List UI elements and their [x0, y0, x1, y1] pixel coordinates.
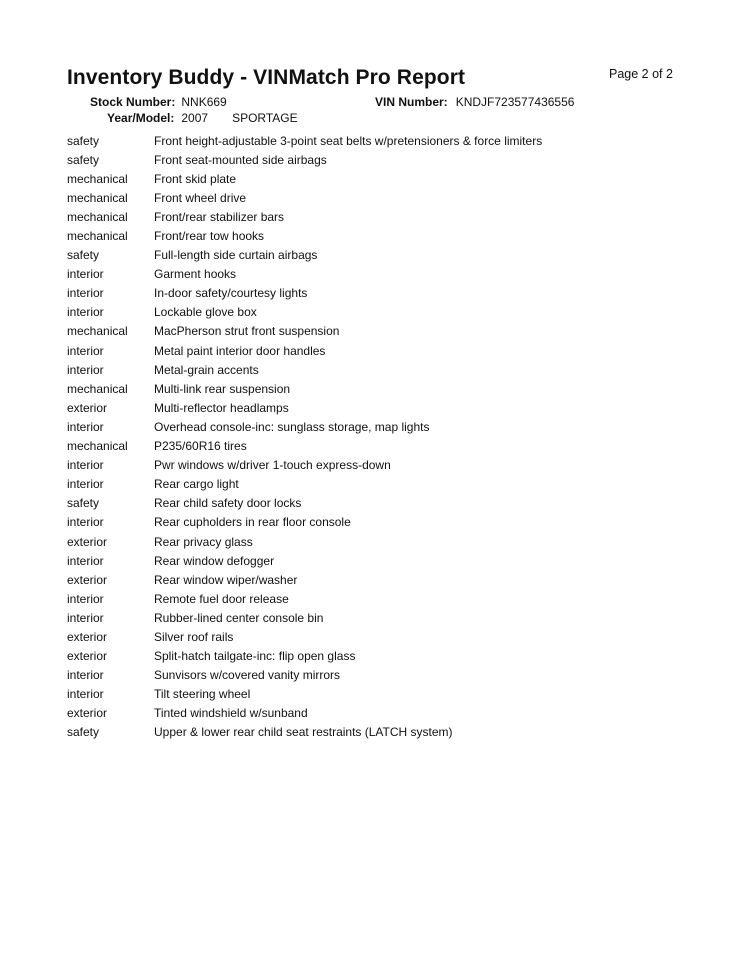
feature-description: Pwr windows w/driver 1-touch express-down: [154, 458, 391, 473]
feature-category: interior: [67, 610, 104, 625]
feature-category: interior: [67, 687, 104, 702]
feature-description: Front wheel drive: [154, 190, 247, 205]
feature-category: interior: [67, 515, 104, 530]
feature-category: interior: [67, 286, 104, 301]
feature-category: safety: [67, 133, 100, 148]
feature-category: interior: [67, 343, 104, 358]
feature-category: mechanical: [67, 439, 128, 454]
feature-row: [67, 322, 542, 341]
feature-description: Rear privacy glass: [154, 534, 253, 549]
feature-description: Rear cargo light: [154, 477, 239, 492]
feature-category: safety: [67, 725, 100, 740]
feature-description: Metal paint interior door handles: [154, 343, 326, 358]
feature-row: [67, 131, 542, 150]
feature-description: Rubber-lined center console bin: [154, 610, 324, 625]
feature-description: Front seat-mounted side airbags: [154, 152, 327, 167]
feature-category: safety: [67, 248, 100, 263]
feature-category: interior: [67, 362, 104, 377]
feature-description: In-door safety/courtesy lights: [154, 286, 308, 301]
feature-description: Multi-link rear suspension: [154, 381, 291, 396]
feature-row: [67, 417, 542, 436]
feature-row: [67, 570, 542, 589]
feature-list: [67, 131, 542, 742]
feature-row: [67, 379, 542, 398]
feature-row: [67, 647, 542, 666]
feature-category: interior: [67, 477, 104, 492]
feature-category: interior: [67, 267, 104, 282]
feature-row: [67, 608, 542, 627]
feature-description: Tilt steering wheel: [154, 687, 251, 702]
feature-category: interior: [67, 419, 104, 434]
feature-category: interior: [67, 591, 104, 606]
feature-row: [67, 246, 542, 265]
feature-row: [67, 475, 542, 494]
year-model-label: Year/Model:: [107, 111, 175, 125]
feature-category: mechanical: [67, 324, 128, 339]
feature-description: Front height-adjustable 3-point seat belts w/pretensioners & force limiters: [154, 133, 543, 148]
feature-row: [67, 341, 542, 360]
feature-row: [67, 456, 542, 475]
feature-description: Multi-reflector headlamps: [154, 400, 289, 415]
feature-description: Metal-grain accents: [154, 362, 259, 377]
feature-description: Front/rear tow hooks: [154, 229, 265, 244]
feature-description: P235/60R16 tires: [154, 439, 247, 454]
feature-category: mechanical: [67, 229, 128, 244]
vin-number-label: VIN Number:: [375, 95, 448, 109]
feature-row: [67, 303, 542, 322]
feature-row: [67, 513, 542, 532]
feature-row: [67, 360, 542, 379]
feature-category: mechanical: [67, 209, 128, 224]
feature-description: Rear window wiper/washer: [154, 572, 298, 587]
feature-category: exterior: [67, 534, 108, 549]
stock-number-value: NNK669: [181, 95, 227, 109]
feature-category: mechanical: [67, 381, 128, 396]
feature-row: [67, 265, 542, 284]
feature-category: safety: [67, 496, 100, 511]
feature-row: [67, 284, 542, 303]
feature-description: Lockable glove box: [154, 305, 257, 320]
feature-row: [67, 666, 542, 685]
feature-description: Front/rear stabilizer bars: [154, 209, 285, 224]
stock-number-field: [90, 95, 227, 109]
feature-category: mechanical: [67, 171, 128, 186]
feature-description: Front skid plate: [154, 171, 237, 186]
feature-row: [67, 627, 542, 646]
feature-category: exterior: [67, 629, 108, 644]
feature-row: [67, 226, 542, 245]
vin-number-value: KNDJF723577436556: [455, 95, 575, 109]
model-value: SPORTAGE: [232, 111, 298, 125]
feature-category: exterior: [67, 400, 108, 415]
feature-description: Upper & lower rear child seat restraints (LATCH system): [154, 725, 453, 740]
feature-row: [67, 398, 542, 417]
feature-row: [67, 437, 542, 456]
year-model-field: [107, 111, 298, 125]
feature-category: interior: [67, 305, 104, 320]
feature-category: exterior: [67, 706, 108, 721]
feature-category: interior: [67, 668, 104, 683]
feature-description: Tinted windshield w/sunband: [154, 706, 308, 721]
stock-number-label: Stock Number:: [90, 95, 176, 109]
feature-description: Rear child safety door locks: [154, 496, 302, 511]
feature-category: mechanical: [67, 190, 128, 205]
feature-category: safety: [67, 152, 100, 167]
feature-row: [67, 150, 542, 169]
feature-row: [67, 589, 542, 608]
feature-row: [67, 685, 542, 704]
page-number: Page 2 of 2: [609, 67, 673, 81]
year-value: 2007: [181, 111, 209, 125]
feature-row: [67, 169, 542, 188]
feature-row: [67, 532, 542, 551]
report-title: Inventory Buddy - VINMatch Pro Report: [67, 66, 466, 89]
feature-category: exterior: [67, 649, 108, 664]
feature-description: Silver roof rails: [154, 629, 234, 644]
feature-row: [67, 494, 542, 513]
feature-row: [67, 188, 542, 207]
feature-category: exterior: [67, 572, 108, 587]
feature-description: Sunvisors w/covered vanity mirrors: [154, 668, 341, 683]
feature-category: interior: [67, 553, 104, 568]
feature-row: [67, 551, 542, 570]
vin-number-field: [375, 95, 574, 109]
feature-category: interior: [67, 458, 104, 473]
feature-description: Remote fuel door release: [154, 591, 289, 606]
feature-description: Full-length side curtain airbags: [154, 248, 318, 263]
feature-row: [67, 704, 542, 723]
feature-description: Garment hooks: [154, 267, 237, 282]
feature-description: MacPherson strut front suspension: [154, 324, 340, 339]
feature-description: Overhead console-inc: sunglass storage, map lights: [154, 419, 430, 434]
feature-row: [67, 723, 542, 742]
feature-description: Rear window defogger: [154, 553, 275, 568]
feature-description: Split-hatch tailgate-inc: flip open glass: [154, 649, 356, 664]
feature-row: [67, 207, 542, 226]
feature-description: Rear cupholders in rear floor console: [154, 515, 351, 530]
